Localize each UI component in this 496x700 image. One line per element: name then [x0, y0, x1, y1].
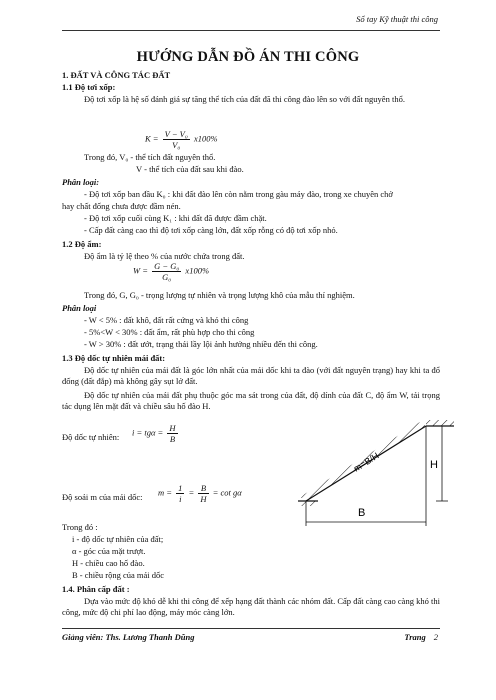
formula-lhs: W = — [133, 265, 148, 276]
ground-bottom-hatch — [298, 501, 318, 506]
paragraph-moisture-intro: Độ ẩm là tỷ lệ theo % của nước chứa trong đất. — [84, 251, 245, 261]
header-rule — [62, 30, 440, 31]
list-item: H - chiều cao hố đào. — [72, 558, 145, 568]
formula-lhs: m = — [158, 487, 172, 498]
list-item: - Độ tơi xốp ban đầu K₀ : khi đất đào lên còn nằm trong gàu máy đào, trong xe chuyên chở — [84, 189, 393, 199]
formula-denominator: i — [179, 494, 182, 504]
paragraph-slope-2: Độ dốc tự nhiên của mái đất phụ thuộc góc ma sát trong của đất, độ dính của đất C, độ ẩm W, tải trọng tác dụng lên mặt đất và chiều sâu hố đào H. — [62, 390, 440, 411]
classification-title-1-1: Phân loại: — [62, 177, 100, 187]
formula-eq: = — [188, 487, 195, 498]
slope-diagram — [296, 418, 456, 538]
subsection-heading-1-2: 1.2 Độ ẩm: — [62, 239, 102, 249]
list-item: α - góc của mặt trượt. — [72, 546, 146, 556]
footer-rule — [62, 628, 440, 629]
h-label: H — [430, 459, 438, 471]
formula-fraction — [167, 423, 177, 444]
slope-label: Độ dốc tự nhiên: — [62, 432, 120, 442]
paragraph-porosity-intro: Độ tơi xốp là hệ số đánh giá sự tăng thể tích của đất đã thi công đào lên so với đất nguyên thổ. — [84, 94, 405, 104]
formula-denominator: B — [169, 434, 176, 444]
formula-fraction — [163, 129, 190, 150]
footer-lecturer: Giảng viên: Ths. Lương Thanh Dũng — [62, 632, 195, 642]
ground-top-hatch — [426, 420, 454, 426]
formula-moisture — [133, 261, 209, 282]
formula-numerator: H — [169, 423, 176, 433]
formula-fraction — [176, 483, 184, 504]
formula-numerator: 1 — [178, 483, 183, 493]
where-title-1-3: Trong đó : — [62, 522, 98, 532]
b-label: B — [358, 507, 366, 519]
formula-lhs: i = tgα = — [132, 427, 164, 438]
list-item: B - chiều rộng của mái dốc — [72, 570, 165, 580]
formula-denominator: G₀ — [162, 272, 172, 282]
m-label: Độ soải m của mái dốc: — [62, 492, 143, 502]
subsection-heading-1-1: 1.1 Độ tơi xốp: — [62, 82, 116, 92]
classification-title-1-2: Phân loại — [62, 303, 97, 313]
where-v0: Trong đó, V₀ - thể tích đất nguyên thổ. — [84, 152, 216, 162]
where-weights: Trong đó, G, G₀ - trọng lượng tự nhiên và trọng lượng khô của mẫu thí nghiệm. — [84, 290, 355, 300]
subsection-heading-1-3: 1.3 Độ dốc tự nhiên mái đất: — [62, 353, 166, 363]
running-header: Sổ tay Kỹ thuật thi công — [356, 14, 438, 24]
formula-denominator: H — [200, 494, 207, 504]
formula-m — [158, 483, 242, 504]
where-v: V - thể tích của đất sau khi đào. — [136, 164, 244, 174]
page-title: HƯỚNG DẪN ĐỒ ÁN THI CÔNG — [136, 49, 360, 65]
list-item: i - độ dốc tự nhiên của đất; — [72, 534, 164, 544]
formula-porosity — [145, 129, 218, 150]
page-number: 2 — [433, 632, 438, 642]
paragraph-soil-class: Dựa vào mức độ khó dễ khi thi công để xếp hạng đất thành các nhóm đất. Cấp đất càng cao càng khó thi công, mức độ chi phí lao động, máy móc càng lớn. — [62, 596, 440, 617]
formula-fraction — [198, 483, 208, 504]
section-heading-1: 1. ĐẤT VÀ CÔNG TÁC ĐẤT — [62, 70, 171, 80]
formula-numerator: V − V₀ — [164, 129, 188, 139]
formula-rhs: x100% — [193, 133, 218, 144]
formula-numerator: B — [198, 483, 208, 494]
formula-lhs: K = — [145, 133, 159, 144]
list-item: - 5%<W < 30% : đất ẩm, rất phù hợp cho thi công — [84, 327, 255, 337]
paragraph-slope-1: Độ dốc tự nhiên của mái đất là góc lớn nhất của mái dốc khi ta đào (với đất nguyên trạng) hay khi ta đổ đống (đất đắp) mà không gây sụt lở đất. — [62, 365, 440, 386]
page-label: Trang — [404, 632, 426, 642]
slope-ratio-label: m=B/H — [351, 450, 381, 474]
subsection-heading-1-4: 1.4. Phân cấp đất : — [62, 584, 130, 594]
formula-fraction — [152, 261, 181, 282]
footer-page — [404, 632, 438, 642]
list-item: - Độ tơi xốp cuối cùng K₁ : khi đất đã được đầm chặt. — [84, 213, 267, 223]
formula-numerator: G − G₀ — [154, 261, 180, 271]
formula-slope — [132, 423, 180, 444]
list-item: hay chất đống chưa được đầm nén. — [62, 201, 181, 211]
list-item: - W < 5% : đất khô, đất rất cứng và khó thi công — [84, 315, 249, 325]
formula-rhs: x100% — [185, 265, 210, 276]
formula-denominator: V₀ — [172, 140, 181, 150]
list-item: - W > 30% : đất ướt, trạng thái lầy lội ảnh hưởng nhiều đến thi công. — [84, 339, 318, 349]
list-item: - Cấp đất càng cao thì độ tơi xốp càng lớn, đất xốp rỗng có độ tơi xốp nhỏ. — [84, 225, 338, 235]
formula-rhs: = cot gα — [212, 487, 242, 498]
